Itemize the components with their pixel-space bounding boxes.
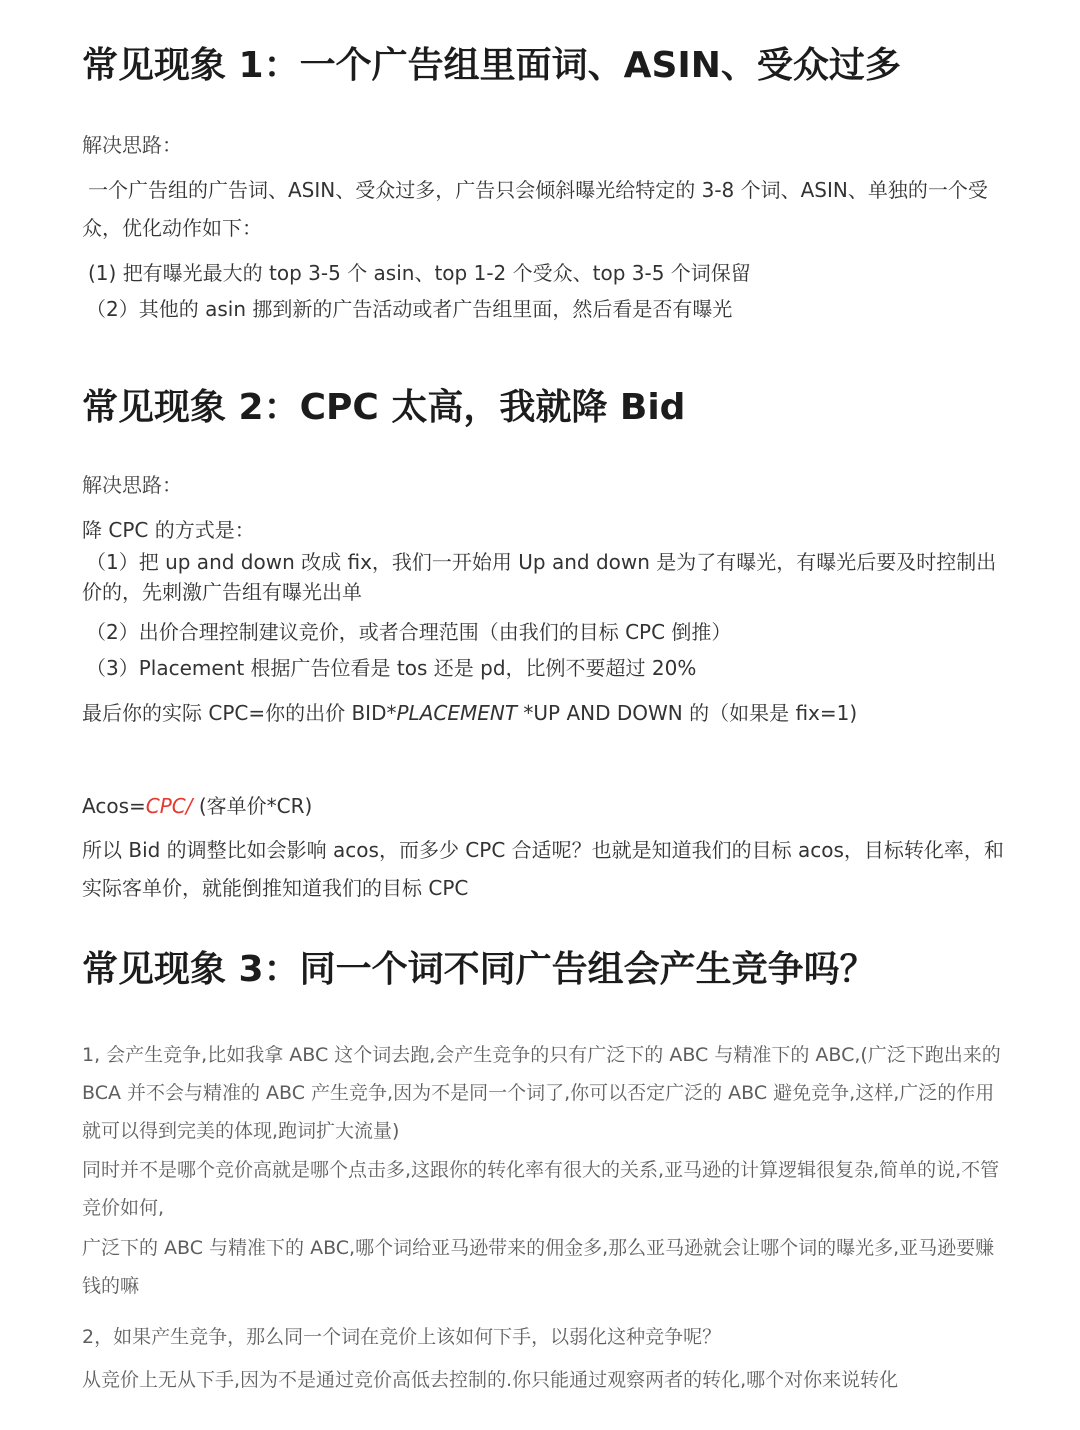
section2-label: 解决思路： [82,473,182,497]
section2-intro: 降 CPC 的方式是： [82,518,255,542]
section2-item-3: （3）Placement 根据广告位看是 tos 还是 pd，比例不要超过 20% [86,656,697,680]
formula-placement: PLACEMENT [396,701,518,725]
section3-paragraph-1: 1, 会产生竞争,比如我拿 ABC 这个词去跑,会产生竞争的只有广泛下的 ABC 与精准下的 ABC,(广泛下跑出来的 BCA 并不会与精准的 ABC 产生竞争,因为不是同一个词了,你可以否定广泛的 ABC 避免竞争,这样,广泛的作用就可以得到完美的体现,跑词扩大流量) [82,1044,1001,1142]
acos-cpc-red: CPC/ [145,794,193,818]
section3-paragraph-2: 同时并不是哪个竞价高就是哪个点击多,这跟你的转化率有很大的关系,亚马逊的计算逻辑很复杂,简单的说,不管竞价如何, [82,1159,1000,1219]
section2-formula [82,694,1007,732]
acos-formula [82,787,1007,825]
section3-heading: 常见现象 3：同一个词不同广告组会产生竞争吗？ [82,949,876,990]
section1-label: 解决思路： [82,133,182,157]
section2-heading: 常见现象 2：CPC 太高，我就降 Bid [82,387,686,428]
formula-suffix: *UP AND DOWN 的（如果是 fix=1) [517,701,858,725]
acos-prefix: Acos= [82,794,146,818]
section1-heading: 常见现象 1：一个广告组里面词、ASIN、受众过多 [82,45,901,86]
section3-paragraph-4: 2，如果产生竞争，那么同一个词在竞价上该如何下手，以弱化这种竞争呢？ [82,1326,722,1348]
section1-item-2: （2）其他的 asin 挪到新的广告活动或者广告组里面，然后看是否有曝光 [86,297,733,321]
section2-item-1: （1）把 up and down 改成 fix，我们一开始用 Up and down 是为了有曝光，有曝光后要及时控制出价的，先刺激广告组有曝光出单 [82,550,997,604]
acos-suffix: (客单价*CR) [192,794,313,818]
section1-item-1: (1) 把有曝光最大的 top 3-5 个 asin、top 1-2 个受众、top 3-5 个词保留 [88,261,751,285]
section1-paragraph: 一个广告组的广告词、ASIN、受众过多，广告只会倾斜曝光给特定的 3-8 个词、ASIN、单独的一个受众，优化动作如下： [82,178,988,240]
section2-paragraph: 所以 Bid 的调整比如会影响 acos，而多少 CPC 合适呢？也就是知道我们的目标 acos，目标转化率，和实际客单价，就能倒推知道我们的目标 CPC [82,838,1004,900]
formula-prefix: 最后你的实际 CPC=你的出价 BID* [82,701,397,725]
section3-paragraph-3: 广泛下的 ABC 与精准下的 ABC,哪个词给亚马逊带来的佣金多,那么亚马逊就会让哪个词的曝光多,亚马逊要赚钱的嘛 [82,1237,995,1297]
section2-item-2: （2）出价合理控制建议竞价，或者合理范围（由我们的目标 CPC 倒推） [86,620,732,644]
section3-paragraph-5: 从竞价上无从下手,因为不是通过竞价高低去控制的.你只能通过观察两者的转化,哪个对你来说转化 [82,1369,899,1391]
